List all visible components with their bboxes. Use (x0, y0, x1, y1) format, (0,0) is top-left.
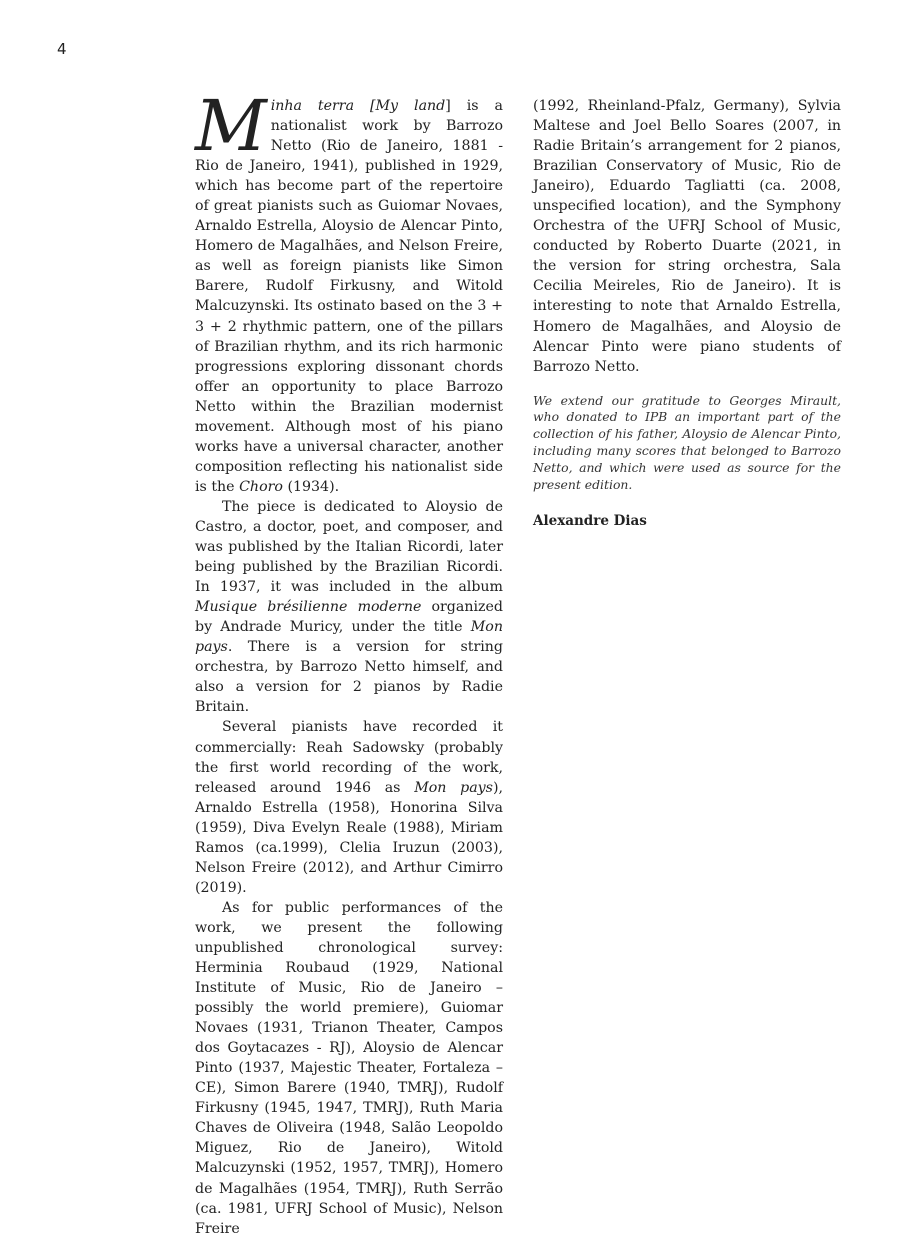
paragraph-dedication (195, 497, 503, 718)
intro-text: ] is a nationalist work by Barrozo Netto (Rio de Janeiro, 1881 - Rio de Janeiro, 1941), published in 1929, which has become part of the repertoire of great pianists such as Guiomar Novaes, Arnaldo Estrella, Aloysio de Alencar Pinto, Homero de Magalhães, and Nelson Freire, as well as foreign pianists like Simon Barere, Rudolf Firkusny, and Witold Malcuzynski. Its ostinato based on the 3 + 3 + 2 rhythmic pattern, one of the pillars of Brazilian rhythm, and its rich harmonic progressions exploring dissonant chords offer an opportunity to place Barrozo Netto within the Brazilian modernist movement. Although most of his piano works have a universal character, another composition reflecting his nationalist side is the (195, 98, 503, 495)
left-column (195, 85, 503, 1239)
acknowledgment: We extend our gratitude to Georges Mirault, who donated to IPB an important part of the collection of his father, Aloysio de Alencar Pinto, including many scores that belonged to Barrozo Netto, and which were used as source for the present edition. (533, 392, 841, 492)
intro-text-end: (1934). (282, 478, 340, 495)
paragraph-performances-continued: (1992, Rheinland-Pfalz, Germany), Sylvia Maltese and Joel Bello Soares (2007, in Radie Britain’s arrangement for 2 pianos, Brazilian Conservatory of Music, Rio de Janeiro), Eduardo Tagliatti (ca. 2008, unspecified location), and the Symphony Orchestra of the UFRJ School of Music, conducted by Roberto Duarte (2021, in the version for string orchestra, Sala Cecilia Meireles, Rio de Janeiro). It is interesting to note that Arnaldo Estrella, Homero de Magalhães, and Aloysio de Alencar Pinto were piano students of Barrozo Netto. (533, 98, 841, 375)
work-title-choro: Choro (239, 478, 283, 495)
album-title: Musique brésilienne moderne (195, 599, 422, 616)
drop-cap: M (195, 85, 267, 167)
dedication-text-2: organized by Andrade Muricy, under the title (195, 599, 503, 636)
paragraph-performances: As for public performances of the work, we present the following unpublished chronological survey: Herminia Roubaud (1929, National Institute of Music, Rio de Janeiro – possibly the world premiere), Guiomar Novaes (1931, Trianon Theater, Campos dos Goytacazes - RJ), Aloysio de Alencar Pinto (1937, Majestic Theater, Fortaleza – CE), Simon Barere (1940, TMRJ), Rudolf Firkusny (1945, 1947, TMRJ), Ruth Maria Chaves de Oliveira (1948, Salão Leopoldo Miguez, Rio de Janeiro), Witold Malcuzynski (1952, 1957, TMRJ), Homero de Magalhães (1954, TMRJ), Ruth Serrão (ca. 1981, UFRJ School of Music), Nelson Freire (195, 899, 503, 1237)
recording-title: Mon pays (414, 779, 493, 796)
intro-title-italic: inha terra [ (270, 98, 376, 114)
paragraph-intro (195, 85, 503, 497)
page-number: 4 (57, 40, 67, 58)
author-name: Alexandre Dias (533, 513, 647, 530)
paragraph-recordings (195, 717, 503, 897)
intro-title-translation: My land (375, 98, 446, 114)
right-column (533, 96, 841, 531)
dedication-text-3: . There is a version for string orchestra, by Barrozo Netto himself, and also a version for 2 pianos by Radie Britain. (195, 639, 503, 716)
dedication-text-1: The piece is dedicated to Aloysio de Castro, a doctor, poet, and composer, and was published by the Italian Ricordi, later being published by the Brazilian Ricordi. In 1937, it was included in the album (195, 498, 503, 596)
recordings-text-1: Several pianists have recorded it commercially: Reah Sadowsky (probably the first world recording of the work, released around 1946 as (195, 719, 503, 796)
alt-title: Mon pays (195, 619, 503, 656)
recordings-text-2: ), Arnaldo Estrella (1958), Honorina Silva (1959), Diva Evelyn Reale (1988), Miriam Ramos (ca.1999), Clelia Iruzun (2003), Nelson Freire (2012), and Arthur Cimirro (2019). (195, 779, 503, 896)
